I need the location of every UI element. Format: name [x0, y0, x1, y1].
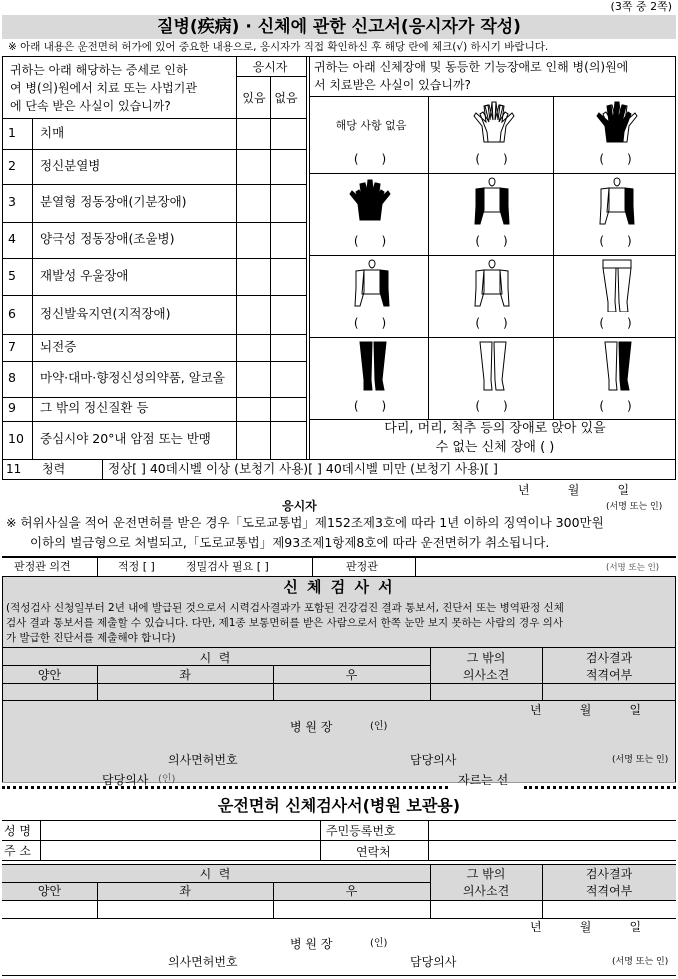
body-part-checkbox[interactable]: ( ): [599, 316, 632, 330]
condition-label: 양극성 정동장애(조울병): [40, 231, 175, 246]
condition-number: 9: [8, 400, 16, 415]
condition-yes-checkbox[interactable]: [237, 259, 270, 295]
condition-label: 그 밖의 정신질환 등: [40, 400, 149, 415]
exam-other-2: 의사소견: [462, 668, 510, 682]
condition-number: 4: [8, 231, 16, 246]
exam-date[interactable]: 년 월 일: [530, 703, 642, 717]
grid-line: [236, 76, 306, 77]
exam-hospital-head: 병 원 장: [290, 720, 333, 734]
condition-label: 정신발육지연(지적장애): [40, 305, 171, 321]
grid-line: [2, 918, 676, 919]
condition-number: 10: [8, 431, 24, 446]
condition-yes-checkbox[interactable]: [237, 398, 270, 421]
grid-line: [2, 56, 676, 57]
hosp-date[interactable]: 년 월 일: [530, 920, 642, 934]
condition-no-checkbox[interactable]: [271, 223, 306, 258]
warning-line-1: ※ 허위사실을 적어 운전면허를 받은 경우「도로교통법」제152조제3호에 따라 1년 이하의 징역이나 300만원: [6, 515, 604, 530]
exam-note-line-1: (적성검사 신청일부터 2년 내에 발급된 것으로서 시력검사결과가 포함된 건강검진 결과 통보서, 진단서 또는 병역판정 신체: [6, 602, 564, 614]
q1-prompt-line-2: 여 병(의)원에서 치료 또는 사법기관: [10, 81, 197, 95]
grid-line: [2, 840, 676, 841]
grid-line: [2, 860, 676, 861]
grid-line: [2, 882, 430, 883]
hearing-label: 청력: [42, 462, 66, 476]
hosp-both-eyes: 양안: [37, 884, 62, 898]
hosp-address-label: 주 소: [4, 844, 31, 858]
cut-line-label: 자르는 선: [458, 773, 509, 787]
condition-yes-checkbox[interactable]: [237, 422, 270, 459]
hosp-license-no: 의사면허번호: [168, 955, 238, 969]
condition-label: 분열형 정동장애(기분장애): [40, 194, 187, 209]
condition-no-checkbox[interactable]: [271, 335, 306, 361]
condition-label: 뇌전증: [40, 338, 77, 354]
cut-dotted-line-left: [2, 786, 448, 789]
judge-label: 판정관: [346, 560, 378, 573]
hearing-options[interactable]: 정상[ ] 40데시벨 이상 (보청기 사용)[ ] 40데시벨 미만 (보청기 사용)[ ]: [108, 461, 498, 476]
hosp-result-1: 검사결과: [585, 867, 633, 881]
body-part-checkbox[interactable]: ( ): [599, 399, 632, 413]
hospital-copy-title: 운전면허 신체검사서(병원 보관용): [217, 796, 461, 815]
grid-line: [2, 647, 676, 648]
q1-prompt-line-3: 에 단속 받은 사실이 있습니까?: [10, 99, 171, 113]
exam-other-1: 그 밖의: [466, 651, 506, 665]
condition-yes-checkbox[interactable]: [237, 296, 270, 334]
condition-no-checkbox[interactable]: [271, 150, 306, 184]
exam-note-line-2: 검사 결과 통보서를 제출할 수 있습니다. 다만, 제1종 보통면허를 받은 사람으로서 한쪽 눈만 보지 못하는 사람의 경우 의사: [6, 617, 563, 629]
condition-number: 2: [8, 157, 16, 173]
body-part-checkbox[interactable]: ( ): [353, 399, 387, 413]
q2-prompt-line-2: 서 치료받은 사실이 있습니까?: [314, 78, 471, 92]
grid-line: [553, 96, 554, 419]
condition-yes-checkbox[interactable]: [237, 150, 270, 184]
judge-opinion-label: 판정관 의견: [14, 560, 71, 573]
condition-number: 1: [8, 124, 16, 140]
grid-line: [2, 975, 676, 976]
condition-no-checkbox[interactable]: [271, 422, 306, 459]
grid-line: [2, 864, 676, 865]
condition-number: 7: [8, 338, 16, 354]
applicant-date[interactable]: 년 월 일: [518, 483, 630, 497]
body-part-checkbox[interactable]: ( ): [475, 399, 508, 413]
exam-license-no: 의사면허번호: [168, 753, 238, 767]
body-part-checkbox[interactable]: ( ): [599, 234, 632, 248]
applicant-sign-note[interactable]: (서명 또는 인): [606, 502, 663, 512]
grid-line: [40, 820, 41, 860]
exam-both-eyes: 양안: [37, 668, 62, 682]
grid-line: [309, 56, 310, 460]
exam-left-eye: 좌: [179, 668, 191, 682]
hosp-doctor: 담당의사: [410, 955, 457, 969]
condition-no-checkbox[interactable]: [271, 296, 306, 334]
body-part-checkbox[interactable]: ( ): [353, 234, 387, 248]
grid-line: [309, 419, 676, 420]
judge-fit-checkbox[interactable]: 적정 [ ]: [118, 560, 155, 573]
condition-no-checkbox[interactable]: [271, 259, 306, 295]
cut-doctor: 담당의사: [102, 773, 149, 787]
spine-disability-line-1: 다리, 머리, 척추 등의 장애로 앉아 있을: [384, 421, 606, 436]
condition-label: 중심시야 20°내 암점 또는 반맹: [40, 431, 211, 446]
hosp-result-2: 적격여부: [585, 884, 633, 898]
body-part-checkbox[interactable]: ( ): [475, 316, 508, 330]
left-hand-impaired-icon: [587, 98, 647, 146]
grid-line: [428, 820, 429, 860]
condition-no-checkbox[interactable]: [271, 119, 306, 149]
cut-dotted-line-right: [524, 786, 676, 789]
grid-line: [2, 459, 3, 480]
condition-no-checkbox[interactable]: [271, 185, 306, 222]
condition-yes-checkbox[interactable]: [237, 185, 270, 222]
condition-yes-checkbox[interactable]: [237, 362, 270, 397]
left-arm-impaired-icon: [342, 258, 402, 310]
condition-label: 치매: [40, 124, 65, 140]
grid-line: [2, 665, 430, 666]
exam-note-line-3: 가 발급한 진단서를 제출해야 합니다): [6, 632, 176, 644]
condition-no-checkbox[interactable]: [271, 398, 306, 421]
condition-yes-checkbox[interactable]: [237, 119, 270, 149]
grid-line: [2, 820, 676, 821]
page-title: 질병(疾病) · 신체에 관한 신고서(응시자가 작성): [157, 17, 521, 37]
legs-outline-icon: [462, 340, 522, 394]
applicant-sign-label: 응시자: [282, 499, 317, 513]
page-indicator: (3쪽 중 2쪽): [610, 0, 672, 13]
exam-doctor: 담당의사: [410, 753, 457, 767]
exam-sign-note[interactable]: (서명 또는 인): [612, 755, 669, 765]
grid-line: [320, 820, 321, 860]
notice-text: ※ 아래 내용은 운전면허 허가에 있어 중요한 내용으로, 응시자가 직접 확인하신 후 해당 란에 체크(√) 하시기 바랍니다.: [8, 41, 549, 53]
grid-line: [32, 118, 33, 459]
condition-number: 8: [8, 370, 16, 385]
none-applicable-label: 해당 사항 없음: [335, 119, 407, 132]
grid-line: [2, 459, 676, 460]
hosp-contact-label: 연락처: [356, 845, 391, 859]
exam-result-1: 검사결과: [585, 651, 633, 665]
both-arms-outline-icon: [462, 258, 522, 310]
q1-prompt-line-1: 귀하는 아래 해당하는 증세로 인하: [10, 63, 188, 77]
grid-line: [309, 337, 676, 338]
hosp-seal[interactable]: (인): [370, 938, 388, 949]
grid-line: [306, 56, 307, 460]
condition-no-checkbox[interactable]: [271, 362, 306, 397]
judge-sign-note[interactable]: (서명 또는 인): [606, 563, 660, 573]
exam-result-2: 적격여부: [585, 668, 633, 682]
grid-line: [675, 56, 676, 480]
lower-body-icon: [587, 258, 647, 312]
q2-prompt-line-1: 귀하는 아래 신체장애 및 동등한 기능장애로 인해 병(의)원에: [314, 60, 629, 74]
no-header: 없음: [274, 91, 298, 105]
body-part-checkbox[interactable]: ( ): [353, 152, 387, 166]
body-part-checkbox[interactable]: ( ): [599, 152, 632, 166]
grid-line: [2, 683, 676, 684]
hosp-sign-note[interactable]: (서명 또는 인): [612, 957, 669, 967]
hosp-other-2: 의사소견: [462, 884, 510, 898]
spine-disability-line-2[interactable]: 수 없는 신체 장애 ( ): [435, 440, 555, 455]
right-arm-impaired-icon: [587, 176, 647, 228]
condition-number: 6: [8, 305, 16, 321]
both-hands-impaired-icon: [340, 176, 400, 224]
condition-label: 재발성 우울장애: [40, 267, 129, 283]
condition-number: 5: [8, 267, 16, 283]
grid-line: [2, 700, 676, 701]
condition-label: 정신분열병: [40, 157, 101, 173]
exam-right-eye: 우: [345, 668, 358, 682]
condition-yes-checkbox[interactable]: [237, 223, 270, 258]
hosp-reg-label: 주민등록번호: [326, 824, 396, 838]
grid-line: [309, 96, 676, 97]
right-leg-impaired-icon: [587, 340, 647, 394]
body-part-checkbox[interactable]: ( ): [475, 152, 508, 166]
hearing-number: 11: [6, 462, 22, 476]
both-arms-impaired-icon: [462, 176, 522, 228]
hosp-name-label: 성 명: [4, 824, 31, 838]
hosp-right-eye: 우: [345, 884, 358, 898]
both-legs-impaired-icon: [342, 340, 402, 394]
grid-line: [309, 173, 676, 174]
exam-seal[interactable]: (인): [370, 721, 388, 732]
grid-line: [309, 255, 676, 256]
body-part-checkbox[interactable]: ( ): [475, 234, 508, 248]
grid-line: [102, 459, 103, 480]
hosp-vision-header: 시 력: [199, 867, 231, 881]
grid-line: [2, 900, 676, 901]
hosp-other-1: 그 밖의: [466, 867, 506, 881]
grid-line: [2, 479, 676, 480]
cut-seal[interactable]: (인): [158, 774, 176, 785]
applicant-header: 응시자: [252, 60, 288, 74]
hosp-hospital-head: 병 원 장: [290, 937, 333, 951]
both-hands-icon: [464, 98, 524, 146]
yes-header: 있음: [242, 91, 266, 105]
body-part-checkbox[interactable]: ( ): [353, 316, 387, 330]
judge-detail-checkbox[interactable]: 정밀검사 필요 [ ]: [186, 560, 269, 573]
exam-vision-header: 시 력: [199, 651, 231, 665]
condition-label: 마약·대마·향정신성의약품, 알코올: [40, 370, 225, 385]
hosp-left-eye: 좌: [179, 884, 191, 898]
exam-title: 신 체 검 사 서: [283, 578, 395, 596]
condition-number: 3: [8, 194, 16, 209]
warning-line-2: 이하의 벌금형으로 처벌되고,「도로교통법」제93조제1항제8호에 따라 운전면허가 취소됩니다.: [30, 535, 550, 550]
grid-line: [428, 96, 429, 419]
condition-yes-checkbox[interactable]: [237, 335, 270, 361]
